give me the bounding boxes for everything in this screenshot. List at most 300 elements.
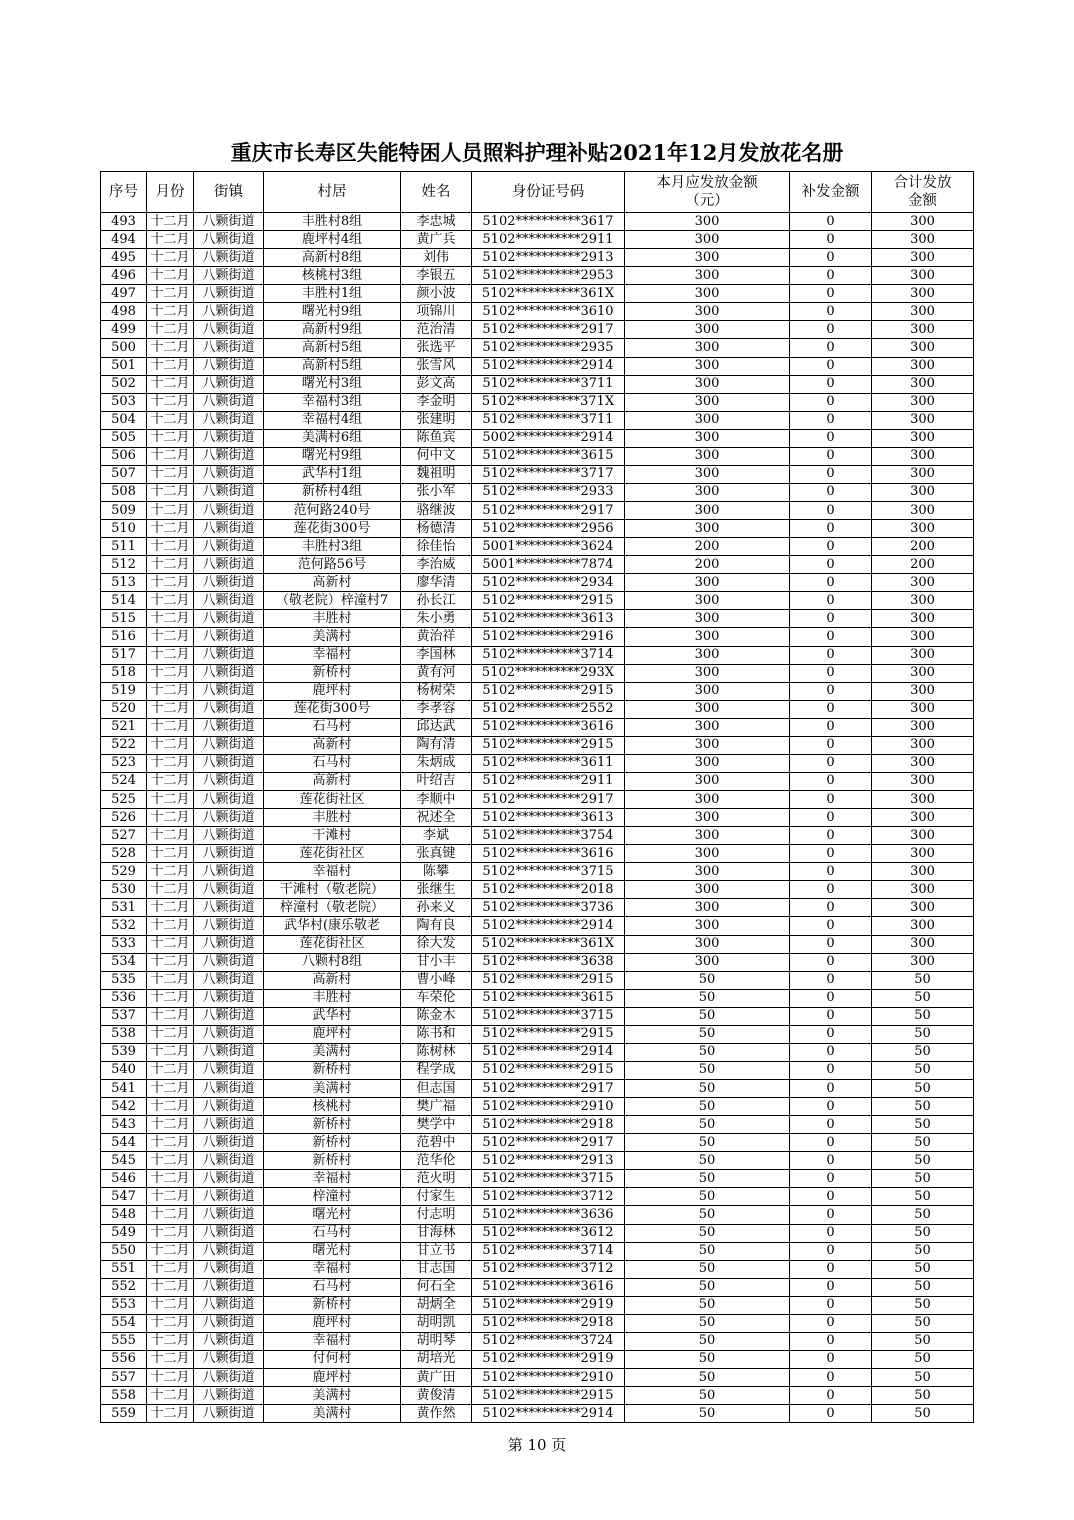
cell-monthly-amount: 300 <box>625 628 790 646</box>
cell-village: 干滩村 <box>264 827 401 845</box>
cell-month: 十二月 <box>147 393 194 411</box>
cell-month: 十二月 <box>147 827 194 845</box>
cell-name: 张继生 <box>401 881 472 899</box>
table-row <box>101 267 974 285</box>
cell-name: 徐大发 <box>401 935 472 953</box>
cell-id-number: 5102**********3717 <box>472 465 625 483</box>
cell-name: 胡培光 <box>401 1350 472 1368</box>
cell-village: 丰胜村3组 <box>264 538 401 556</box>
cell-village: 鹿坪村 <box>264 1025 401 1043</box>
cell-id-number: 5102**********2916 <box>472 628 625 646</box>
cell-monthly-amount: 50 <box>625 1188 790 1206</box>
cell-monthly-amount: 300 <box>625 375 790 393</box>
header-monthly-amount: 本月应发放金额（元） <box>625 172 790 213</box>
cell-index: 541 <box>101 1080 147 1098</box>
cell-total-amount: 300 <box>872 321 974 339</box>
cell-street: 八颗街道 <box>194 953 264 971</box>
cell-village: 幸福村 <box>264 1170 401 1188</box>
cell-street: 八颗街道 <box>194 791 264 809</box>
header-total-amount: 合计发放金额 <box>872 172 974 213</box>
cell-total-amount: 300 <box>872 863 974 881</box>
cell-id-number: 5102**********2915 <box>472 1061 625 1079</box>
cell-street: 八颗街道 <box>194 1314 264 1332</box>
cell-id-number: 5102**********2956 <box>472 520 625 538</box>
cell-monthly-amount: 50 <box>625 1170 790 1188</box>
cell-village: 石马村 <box>264 1278 401 1296</box>
cell-total-amount: 300 <box>872 520 974 538</box>
cell-village: 曙光村3组 <box>264 375 401 393</box>
cell-month: 十二月 <box>147 1025 194 1043</box>
cell-supplement-amount: 0 <box>790 303 872 321</box>
cell-street: 八颗街道 <box>194 357 264 375</box>
cell-total-amount: 50 <box>872 1405 974 1423</box>
cell-village: 新桥村 <box>264 1152 401 1170</box>
cell-village: 丰胜村1组 <box>264 285 401 303</box>
table-row <box>101 1116 974 1134</box>
cell-id-number: 5102**********3612 <box>472 1224 625 1242</box>
cell-monthly-amount: 50 <box>625 1260 790 1278</box>
cell-street: 八颗街道 <box>194 1061 264 1079</box>
cell-index: 556 <box>101 1350 147 1368</box>
cell-name: 但志国 <box>401 1080 472 1098</box>
cell-id-number: 5102**********2911 <box>472 231 625 249</box>
cell-supplement-amount: 0 <box>790 971 872 989</box>
cell-total-amount: 300 <box>872 664 974 682</box>
cell-month: 十二月 <box>147 375 194 393</box>
cell-monthly-amount: 300 <box>625 465 790 483</box>
cell-month: 十二月 <box>147 1260 194 1278</box>
cell-village: 高新村 <box>264 971 401 989</box>
cell-total-amount: 50 <box>872 1332 974 1350</box>
cell-id-number: 5102**********2911 <box>472 772 625 790</box>
table-row <box>101 1314 974 1332</box>
table-row <box>101 899 974 917</box>
cell-street: 八颗街道 <box>194 664 264 682</box>
header-name: 姓名 <box>401 172 472 213</box>
cell-id-number: 5102**********2935 <box>472 339 625 357</box>
table-row <box>101 1170 974 1188</box>
cell-total-amount: 50 <box>872 1350 974 1368</box>
page-number: 第 10 页 <box>507 1436 567 1454</box>
cell-name: 甘小丰 <box>401 953 472 971</box>
cell-month: 十二月 <box>147 736 194 754</box>
cell-name: 何石全 <box>401 1278 472 1296</box>
cell-index: 494 <box>101 231 147 249</box>
table-row <box>101 1242 974 1260</box>
cell-id-number: 5102**********2915 <box>472 1025 625 1043</box>
cell-name: 廖华清 <box>401 574 472 592</box>
table-row <box>101 1061 974 1079</box>
cell-supplement-amount: 0 <box>790 447 872 465</box>
cell-month: 十二月 <box>147 935 194 953</box>
cell-name: 骆继波 <box>401 502 472 520</box>
cell-village: 新桥村 <box>264 1061 401 1079</box>
cell-supplement-amount: 0 <box>790 1260 872 1278</box>
cell-index: 515 <box>101 610 147 628</box>
cell-supplement-amount: 0 <box>790 1350 872 1368</box>
cell-month: 十二月 <box>147 700 194 718</box>
cell-supplement-amount: 0 <box>790 736 872 754</box>
cell-name: 陈书和 <box>401 1025 472 1043</box>
table-row <box>101 718 974 736</box>
cell-village: 武华村 <box>264 1007 401 1025</box>
table-row <box>101 1206 974 1224</box>
cell-total-amount: 300 <box>872 393 974 411</box>
cell-id-number: 5102**********3715 <box>472 1170 625 1188</box>
cell-month: 十二月 <box>147 754 194 772</box>
cell-street: 八颗街道 <box>194 1080 264 1098</box>
cell-name: 张选平 <box>401 339 472 357</box>
cell-village: 曙光村9组 <box>264 447 401 465</box>
cell-village: 核桃村3组 <box>264 267 401 285</box>
cell-name: 李治威 <box>401 556 472 574</box>
cell-index: 531 <box>101 899 147 917</box>
cell-name: 魏祖明 <box>401 465 472 483</box>
cell-name: 何中文 <box>401 447 472 465</box>
table-row <box>101 827 974 845</box>
cell-supplement-amount: 0 <box>790 465 872 483</box>
cell-monthly-amount: 50 <box>625 1278 790 1296</box>
cell-village: 美满村6组 <box>264 429 401 447</box>
cell-index: 504 <box>101 411 147 429</box>
cell-village: 美满村 <box>264 1080 401 1098</box>
cell-street: 八颗街道 <box>194 574 264 592</box>
cell-index: 542 <box>101 1098 147 1116</box>
table-row <box>101 538 974 556</box>
cell-street: 八颗街道 <box>194 429 264 447</box>
cell-street: 八颗街道 <box>194 267 264 285</box>
table-row <box>101 592 974 610</box>
cell-street: 八颗街道 <box>194 339 264 357</box>
cell-total-amount: 300 <box>872 736 974 754</box>
cell-total-amount: 50 <box>872 1116 974 1134</box>
table-row <box>101 646 974 664</box>
cell-total-amount: 300 <box>872 682 974 700</box>
cell-name: 刘伟 <box>401 249 472 267</box>
cell-monthly-amount: 50 <box>625 1369 790 1387</box>
cell-total-amount: 300 <box>872 339 974 357</box>
cell-total-amount: 300 <box>872 231 974 249</box>
cell-street: 八颗街道 <box>194 1206 264 1224</box>
table-row <box>101 664 974 682</box>
cell-index: 526 <box>101 809 147 827</box>
cell-month: 十二月 <box>147 574 194 592</box>
cell-total-amount: 50 <box>872 1278 974 1296</box>
cell-month: 十二月 <box>147 465 194 483</box>
cell-id-number: 5102**********2917 <box>472 321 625 339</box>
cell-month: 十二月 <box>147 1206 194 1224</box>
cell-village: 美满村 <box>264 628 401 646</box>
cell-village: 梓潼村 <box>264 1188 401 1206</box>
cell-monthly-amount: 50 <box>625 1007 790 1025</box>
cell-id-number: 5102**********3724 <box>472 1332 625 1350</box>
cell-total-amount: 300 <box>872 610 974 628</box>
cell-index: 550 <box>101 1242 147 1260</box>
cell-supplement-amount: 0 <box>790 1314 872 1332</box>
cell-total-amount: 300 <box>872 935 974 953</box>
table-row <box>101 429 974 447</box>
cell-id-number: 5102**********3711 <box>472 411 625 429</box>
cell-index: 544 <box>101 1134 147 1152</box>
cell-month: 十二月 <box>147 989 194 1007</box>
cell-name: 陈金木 <box>401 1007 472 1025</box>
table-row <box>101 682 974 700</box>
table-row <box>101 303 974 321</box>
cell-supplement-amount: 0 <box>790 646 872 664</box>
cell-id-number: 5102**********3617 <box>472 213 625 231</box>
cell-total-amount: 300 <box>872 429 974 447</box>
cell-name: 祝述全 <box>401 809 472 827</box>
cell-monthly-amount: 50 <box>625 1043 790 1061</box>
cell-name: 陈鱼宾 <box>401 429 472 447</box>
cell-index: 501 <box>101 357 147 375</box>
cell-name: 李孝容 <box>401 700 472 718</box>
cell-monthly-amount: 300 <box>625 664 790 682</box>
cell-total-amount: 50 <box>872 1242 974 1260</box>
cell-village: 丰胜村 <box>264 610 401 628</box>
cell-month: 十二月 <box>147 809 194 827</box>
cell-street: 八颗街道 <box>194 772 264 790</box>
cell-id-number: 5102**********2913 <box>472 249 625 267</box>
cell-month: 十二月 <box>147 213 194 231</box>
cell-street: 八颗街道 <box>194 754 264 772</box>
cell-month: 十二月 <box>147 1043 194 1061</box>
cell-id-number: 5102**********3613 <box>472 610 625 628</box>
cell-index: 552 <box>101 1278 147 1296</box>
cell-name: 张真键 <box>401 845 472 863</box>
table-row <box>101 700 974 718</box>
table-row <box>101 809 974 827</box>
cell-id-number: 5102**********2919 <box>472 1296 625 1314</box>
cell-index: 517 <box>101 646 147 664</box>
cell-street: 八颗街道 <box>194 809 264 827</box>
table-row <box>101 556 974 574</box>
cell-total-amount: 50 <box>872 1043 974 1061</box>
cell-monthly-amount: 300 <box>625 845 790 863</box>
cell-supplement-amount: 0 <box>790 285 872 303</box>
table-row <box>101 610 974 628</box>
cell-id-number: 5102**********3638 <box>472 953 625 971</box>
cell-index: 499 <box>101 321 147 339</box>
cell-id-number: 5102**********2919 <box>472 1350 625 1368</box>
cell-monthly-amount: 50 <box>625 1061 790 1079</box>
cell-monthly-amount: 50 <box>625 971 790 989</box>
cell-index: 522 <box>101 736 147 754</box>
cell-street: 八颗街道 <box>194 935 264 953</box>
cell-monthly-amount: 50 <box>625 1387 790 1405</box>
cell-village: 范何路56号 <box>264 556 401 574</box>
cell-month: 十二月 <box>147 628 194 646</box>
cell-street: 八颗街道 <box>194 827 264 845</box>
cell-id-number: 5102**********361X <box>472 935 625 953</box>
cell-street: 八颗街道 <box>194 917 264 935</box>
cell-village: 鹿坪村 <box>264 1314 401 1332</box>
cell-index: 513 <box>101 574 147 592</box>
cell-village: 莲花街社区 <box>264 845 401 863</box>
cell-supplement-amount: 0 <box>790 809 872 827</box>
cell-id-number: 5102**********3715 <box>472 863 625 881</box>
cell-total-amount: 50 <box>872 1314 974 1332</box>
cell-month: 十二月 <box>147 1278 194 1296</box>
cell-name: 范华伦 <box>401 1152 472 1170</box>
cell-index: 543 <box>101 1116 147 1134</box>
table-row <box>101 213 974 231</box>
cell-name: 甘立书 <box>401 1242 472 1260</box>
cell-id-number: 5102**********3712 <box>472 1260 625 1278</box>
cell-index: 539 <box>101 1043 147 1061</box>
cell-supplement-amount: 0 <box>790 592 872 610</box>
cell-supplement-amount: 0 <box>790 321 872 339</box>
cell-id-number: 5102**********3636 <box>472 1206 625 1224</box>
cell-index: 527 <box>101 827 147 845</box>
cell-total-amount: 300 <box>872 592 974 610</box>
cell-supplement-amount: 0 <box>790 538 872 556</box>
cell-street: 八颗街道 <box>194 213 264 231</box>
cell-index: 548 <box>101 1206 147 1224</box>
cell-monthly-amount: 300 <box>625 592 790 610</box>
cell-village: 高新村 <box>264 574 401 592</box>
cell-month: 十二月 <box>147 483 194 501</box>
cell-village: 梓潼村（敬老院） <box>264 899 401 917</box>
cell-id-number: 5102**********2914 <box>472 917 625 935</box>
cell-name: 张雪风 <box>401 357 472 375</box>
cell-index: 508 <box>101 483 147 501</box>
cell-month: 十二月 <box>147 863 194 881</box>
cell-village: 高新村5组 <box>264 339 401 357</box>
cell-village: 高新村9组 <box>264 321 401 339</box>
cell-supplement-amount: 0 <box>790 899 872 917</box>
cell-supplement-amount: 0 <box>790 1242 872 1260</box>
cell-month: 十二月 <box>147 231 194 249</box>
cell-name: 张建明 <box>401 411 472 429</box>
cell-monthly-amount: 50 <box>625 1350 790 1368</box>
cell-name: 黄治祥 <box>401 628 472 646</box>
cell-name: 范治清 <box>401 321 472 339</box>
cell-street: 八颗街道 <box>194 1134 264 1152</box>
cell-street: 八颗街道 <box>194 736 264 754</box>
table-row <box>101 845 974 863</box>
cell-monthly-amount: 50 <box>625 1152 790 1170</box>
cell-index: 559 <box>101 1405 147 1423</box>
cell-id-number: 5102**********2915 <box>472 1387 625 1405</box>
cell-village: 高新村8组 <box>264 249 401 267</box>
table-row <box>101 411 974 429</box>
cell-index: 555 <box>101 1332 147 1350</box>
cell-monthly-amount: 300 <box>625 682 790 700</box>
cell-month: 十二月 <box>147 1134 194 1152</box>
cell-id-number: 5102**********2917 <box>472 502 625 520</box>
cell-total-amount: 50 <box>872 1152 974 1170</box>
cell-index: 554 <box>101 1314 147 1332</box>
cell-total-amount: 50 <box>872 1369 974 1387</box>
cell-month: 十二月 <box>147 339 194 357</box>
cell-supplement-amount: 0 <box>790 375 872 393</box>
cell-index: 557 <box>101 1369 147 1387</box>
cell-month: 十二月 <box>147 1242 194 1260</box>
header-id-number: 身份证号码 <box>472 172 625 213</box>
cell-name: 胡明凯 <box>401 1314 472 1332</box>
table-body <box>101 213 974 1423</box>
cell-supplement-amount: 0 <box>790 1007 872 1025</box>
cell-village: 高新村 <box>264 736 401 754</box>
cell-total-amount: 300 <box>872 917 974 935</box>
cell-monthly-amount: 50 <box>625 1332 790 1350</box>
cell-total-amount: 200 <box>872 556 974 574</box>
cell-street: 八颗街道 <box>194 393 264 411</box>
cell-village: 美满村 <box>264 1387 401 1405</box>
cell-name: 胡炳全 <box>401 1296 472 1314</box>
cell-monthly-amount: 300 <box>625 646 790 664</box>
cell-month: 十二月 <box>147 1405 194 1423</box>
cell-village: 幸福村 <box>264 1332 401 1350</box>
table-row <box>101 863 974 881</box>
cell-total-amount: 50 <box>872 1260 974 1278</box>
cell-total-amount: 300 <box>872 357 974 375</box>
cell-monthly-amount: 300 <box>625 754 790 772</box>
cell-id-number: 5102**********2917 <box>472 1134 625 1152</box>
cell-village: 丰胜村8组 <box>264 213 401 231</box>
cell-village: 曙光村 <box>264 1206 401 1224</box>
cell-street: 八颗街道 <box>194 682 264 700</box>
cell-supplement-amount: 0 <box>790 1332 872 1350</box>
cell-monthly-amount: 200 <box>625 538 790 556</box>
cell-month: 十二月 <box>147 1350 194 1368</box>
cell-id-number: 5102**********361X <box>472 285 625 303</box>
cell-supplement-amount: 0 <box>790 1043 872 1061</box>
cell-total-amount: 300 <box>872 845 974 863</box>
cell-total-amount: 50 <box>872 1296 974 1314</box>
cell-street: 八颗街道 <box>194 628 264 646</box>
cell-monthly-amount: 300 <box>625 321 790 339</box>
header-index: 序号 <box>101 172 147 213</box>
cell-village: 曙光村9组 <box>264 303 401 321</box>
cell-monthly-amount: 50 <box>625 1224 790 1242</box>
cell-month: 十二月 <box>147 502 194 520</box>
cell-village: 幸福村3组 <box>264 393 401 411</box>
cell-street: 八颗街道 <box>194 375 264 393</box>
cell-street: 八颗街道 <box>194 556 264 574</box>
cell-supplement-amount: 0 <box>790 1080 872 1098</box>
cell-monthly-amount: 300 <box>625 827 790 845</box>
cell-month: 十二月 <box>147 646 194 664</box>
cell-street: 八颗街道 <box>194 863 264 881</box>
cell-supplement-amount: 0 <box>790 357 872 375</box>
cell-village: 高新村5组 <box>264 357 401 375</box>
cell-name: 陶有清 <box>401 736 472 754</box>
cell-id-number: 5102**********2018 <box>472 881 625 899</box>
cell-village: 石马村 <box>264 718 401 736</box>
table-row <box>101 953 974 971</box>
cell-village: 武华村1组 <box>264 465 401 483</box>
cell-month: 十二月 <box>147 1007 194 1025</box>
table-row <box>101 1188 974 1206</box>
cell-month: 十二月 <box>147 1332 194 1350</box>
cell-index: 549 <box>101 1224 147 1242</box>
cell-index: 510 <box>101 520 147 538</box>
table-row <box>101 736 974 754</box>
table-row <box>101 249 974 267</box>
cell-total-amount: 50 <box>872 1061 974 1079</box>
cell-street: 八颗街道 <box>194 538 264 556</box>
cell-total-amount: 300 <box>872 447 974 465</box>
cell-monthly-amount: 300 <box>625 231 790 249</box>
cell-total-amount: 300 <box>872 249 974 267</box>
cell-street: 八颗街道 <box>194 1007 264 1025</box>
cell-total-amount: 300 <box>872 718 974 736</box>
cell-monthly-amount: 300 <box>625 574 790 592</box>
cell-index: 523 <box>101 754 147 772</box>
cell-name: 黄广田 <box>401 1369 472 1387</box>
